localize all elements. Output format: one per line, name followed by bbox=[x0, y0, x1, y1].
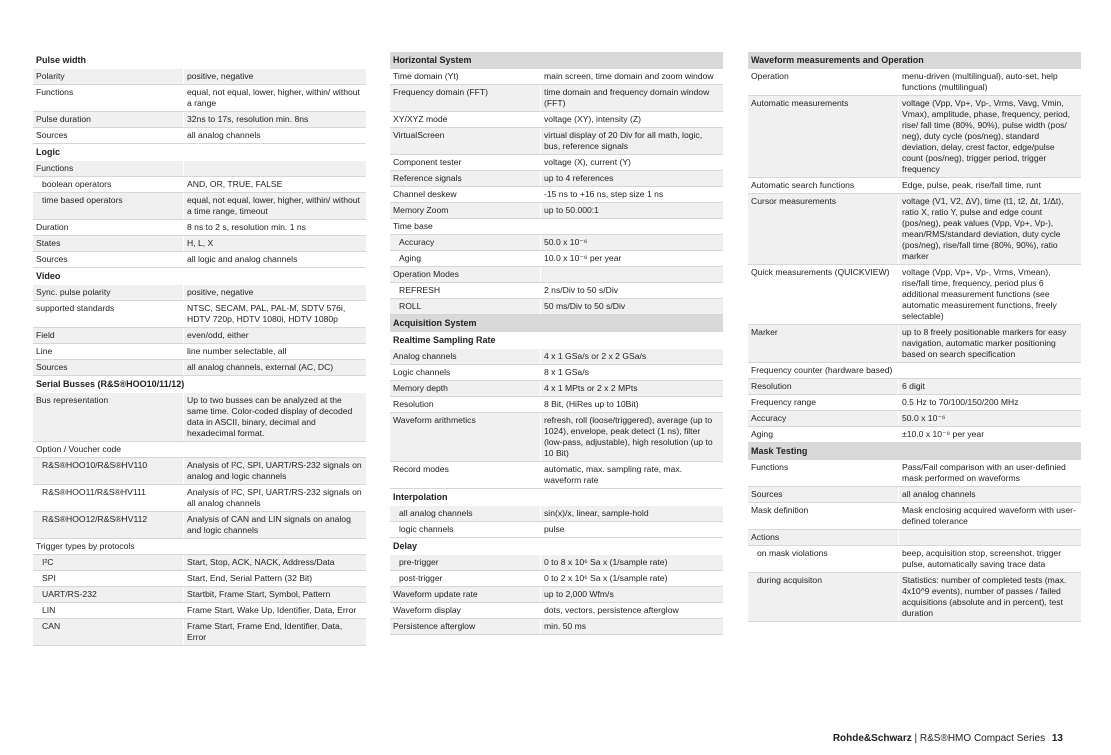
spec-row bbox=[748, 69, 1081, 96]
spec-row bbox=[390, 171, 723, 187]
spec-value: voltage (XY), intensity (Z) bbox=[544, 114, 641, 124]
spec-value: refresh, roll (loose/triggered), average (up to 1024), envelope, peak detect (1 ns), filter (low-pass, adjustable), high resolution (up to 10 Bit) bbox=[544, 415, 713, 458]
spec-label: Waveform display bbox=[390, 603, 541, 618]
spec-value: 8 x 1 GSa/s bbox=[544, 367, 589, 377]
spec-value: -15 ns to +16 ns, step size 1 ns bbox=[544, 189, 664, 199]
spec-value: Start, Stop, ACK, NACK, Address/Data bbox=[187, 557, 335, 567]
spec-row bbox=[390, 267, 723, 283]
spec-label: UART/RS-232 bbox=[33, 587, 184, 602]
spec-value: min. 50 ms bbox=[544, 621, 587, 631]
spec-label: VirtualScreen bbox=[390, 128, 541, 154]
spec-label: all analog channels bbox=[390, 506, 541, 521]
spec-value: voltage (Vpp, Vp+, Vp-, Vrms, Vmean), rise/fall time, frequency, period plus 6 additional measurement functions (see automatic measurement functions, freely selectable) bbox=[902, 267, 1057, 321]
spec-value bbox=[899, 530, 1081, 545]
spec-label: Automatic search functions bbox=[748, 178, 899, 193]
spec-label: XY/XYZ mode bbox=[390, 112, 541, 127]
spec-row bbox=[390, 413, 723, 462]
section-heading: Mask Testing bbox=[748, 443, 1081, 460]
spec-value: Statistics: number of completed tests (max. 4x10^9 events), number of passes / failed acquisitions (absolute and in percent), test duration bbox=[902, 575, 1067, 618]
spec-row bbox=[33, 112, 366, 128]
spec-row bbox=[33, 555, 366, 571]
spec-label: Frequency domain (FFT) bbox=[390, 85, 541, 111]
spec-row bbox=[748, 325, 1081, 363]
spec-label: Waveform update rate bbox=[390, 587, 541, 602]
spec-label: Sources bbox=[748, 487, 899, 502]
spec-label: Operation Modes bbox=[390, 267, 541, 282]
spec-row bbox=[748, 546, 1081, 573]
spec-value: positive, negative bbox=[187, 71, 254, 81]
spec-value: 0.5 Hz to 70/100/150/200 MHz bbox=[902, 397, 1019, 407]
spec-row bbox=[390, 365, 723, 381]
spec-label: Accuracy bbox=[390, 235, 541, 250]
spec-value: ±10.0 x 10⁻⁶ per year bbox=[902, 429, 985, 439]
spec-row bbox=[33, 193, 366, 220]
spec-value: automatic, max. sampling rate, max. waveform rate bbox=[544, 464, 683, 485]
spec-row bbox=[390, 299, 723, 315]
spec-label: Component tester bbox=[390, 155, 541, 170]
spec-value bbox=[184, 161, 366, 176]
spec-row bbox=[33, 458, 366, 485]
spec-value: 4 x 1 MPts or 2 x 2 MPts bbox=[544, 383, 638, 393]
spec-label: Trigger types by protocols bbox=[33, 539, 184, 554]
spec-row bbox=[33, 85, 366, 112]
spec-value: 8 Bit, (HiRes up to 10Bit) bbox=[544, 399, 639, 409]
spec-value: 0 to 8 x 10⁶ Sa x (1/sample rate) bbox=[544, 557, 668, 567]
spec-value: Frame Start, Wake Up, Identifier, Data, Error bbox=[187, 605, 357, 615]
spec-value: all analog channels bbox=[187, 130, 261, 140]
spec-row bbox=[748, 411, 1081, 427]
spec-label: pre-trigger bbox=[390, 555, 541, 570]
spec-row bbox=[33, 301, 366, 328]
spec-value: equal, not equal, lower, higher, within/ without a time range, timeout bbox=[187, 195, 360, 216]
spec-label: time based operators bbox=[33, 193, 184, 219]
section-heading: Waveform measurements and Operation bbox=[748, 52, 1081, 69]
spec-label: Polarity bbox=[33, 69, 184, 84]
spec-row bbox=[33, 220, 366, 236]
spec-value: Edge, pulse, peak, rise/fall time, runt bbox=[902, 180, 1042, 190]
spec-value: all logic and analog channels bbox=[187, 254, 298, 264]
spec-row bbox=[390, 203, 723, 219]
spec-value: NTSC, SECAM, PAL, PAL-M, SDTV 576i, HDTV 720p, HDTV 1080i, HDTV 1080p bbox=[187, 303, 346, 324]
spec-label: REFRESH bbox=[390, 283, 541, 298]
spec-row bbox=[33, 344, 366, 360]
section-heading: Video bbox=[36, 271, 61, 281]
spec-row bbox=[33, 328, 366, 344]
spec-value: main screen, time domain and zoom window bbox=[544, 71, 714, 81]
spec-label: SPI bbox=[33, 571, 184, 586]
spec-value: 50 ms/Div to 50 s/Div bbox=[544, 301, 626, 311]
spec-value: 32ns to 17s, resolution min. 8ns bbox=[187, 114, 309, 124]
spec-label: States bbox=[33, 236, 184, 251]
spec-label: Functions bbox=[748, 460, 899, 486]
spec-row bbox=[33, 512, 366, 539]
spec-value: up to 4 references bbox=[544, 173, 614, 183]
spec-label: Line bbox=[33, 344, 184, 359]
page-footer bbox=[833, 733, 1063, 744]
section-heading: Serial Busses (R&S®HOO10/11/12) bbox=[36, 379, 185, 389]
section-heading: Horizontal System bbox=[390, 52, 723, 69]
spec-value: AND, OR, TRUE, FALSE bbox=[187, 179, 283, 189]
spec-label: Persistence afterglow bbox=[390, 619, 541, 634]
spec-label: R&S®HOO11/R&S®HV111 bbox=[33, 485, 184, 511]
spec-row bbox=[748, 178, 1081, 194]
spec-label: Option / Voucher code bbox=[33, 442, 184, 457]
spec-label: Sources bbox=[33, 252, 184, 267]
spec-value: 0 to 2 x 10⁶ Sa x (1/sample rate) bbox=[544, 573, 668, 583]
spec-label: on mask violations bbox=[748, 546, 899, 572]
spec-row bbox=[390, 235, 723, 251]
spec-label: Waveform arithmetics bbox=[390, 413, 541, 461]
spec-value: Analysis of CAN and LIN signals on analog and logic channels bbox=[187, 514, 351, 535]
spec-row bbox=[390, 128, 723, 155]
footer-separator: | bbox=[914, 733, 920, 744]
spec-value: voltage (Vpp, Vp+, Vp-, Vrms, Vavg, Vmin, Vmax), amplitude, phase, frequency, period, rise/ fall time (80%, 90%), pulse width (pos/ neg), duty cycle (pos/neg), standard deviation, delay, crest factor, edge/pulse count (pos/neg), trigger period, trigger frequency bbox=[902, 98, 1070, 174]
brand-name: Rohde&Schwarz bbox=[832, 733, 912, 744]
spec-label: Operation bbox=[748, 69, 899, 95]
spec-value: 50.0 x 10⁻⁶ bbox=[902, 413, 946, 423]
spec-label: R&S®HOO12/R&S®HV112 bbox=[33, 512, 184, 538]
spec-row bbox=[390, 155, 723, 171]
spec-value: H, L, X bbox=[187, 238, 214, 248]
spec-label: logic channels bbox=[390, 522, 541, 537]
spec-label: CAN bbox=[33, 619, 184, 645]
spec-value: 6 digit bbox=[902, 381, 925, 391]
spec-label: LIN bbox=[33, 603, 184, 618]
spec-value: all analog channels, external (AC, DC) bbox=[187, 362, 334, 372]
spec-row bbox=[748, 427, 1081, 443]
spec-value: Mask enclosing acquired waveform with user-defined tolerance bbox=[902, 505, 1076, 526]
spec-value: sin(x)/x, linear, sample-hold bbox=[544, 508, 649, 518]
spec-row bbox=[390, 251, 723, 267]
spec-row bbox=[33, 571, 366, 587]
spec-label: Resolution bbox=[748, 379, 899, 394]
spec-row bbox=[390, 397, 723, 413]
spec-label: Sources bbox=[33, 128, 184, 143]
spec-value: voltage (X), current (Y) bbox=[544, 157, 631, 167]
spec-value: Up to two busses can be analyzed at the same time. Color-coded display of decoded data in ASCII, binary, decimal and hexadecimal format. bbox=[187, 395, 353, 438]
spec-value: virtual display of 20 Div for all math, logic, bus, reference signals bbox=[544, 130, 703, 151]
spec-value: time domain and frequency domain window (FFT) bbox=[544, 87, 710, 108]
spec-label: Automatic measurements bbox=[748, 96, 899, 177]
spec-value: 4 x 1 GSa/s or 2 x 2 GSa/s bbox=[544, 351, 647, 361]
spec-label: I²C bbox=[33, 555, 184, 570]
spec-row bbox=[33, 393, 366, 442]
spec-value: equal, not equal, lower, higher, within/ without a range bbox=[187, 87, 360, 108]
spec-label: Functions bbox=[33, 161, 184, 176]
spec-row bbox=[390, 112, 723, 128]
spec-row bbox=[748, 265, 1081, 325]
spec-row bbox=[33, 285, 366, 301]
spec-label: Marker bbox=[748, 325, 899, 362]
spec-column-3 bbox=[748, 52, 1081, 622]
spec-label: Sync. pulse polarity bbox=[33, 285, 184, 300]
spec-row bbox=[33, 539, 366, 555]
spec-row bbox=[748, 503, 1081, 530]
spec-row bbox=[33, 603, 366, 619]
spec-row bbox=[33, 69, 366, 85]
spec-value: positive, negative bbox=[187, 287, 254, 297]
spec-row bbox=[748, 363, 1081, 379]
spec-column-1 bbox=[33, 52, 366, 646]
spec-row bbox=[748, 96, 1081, 178]
spec-value: Frame Start, Frame End, Identifier, Data, Error bbox=[187, 621, 343, 642]
spec-row bbox=[33, 619, 366, 646]
spec-value: 50.0 x 10⁻⁶ bbox=[544, 237, 588, 247]
section-heading: Logic bbox=[36, 147, 60, 157]
spec-value: Analysis of I²C, SPI, UART/RS-232 signals on analog and logic channels bbox=[187, 460, 362, 481]
spec-value: 8 ns to 2 s, resolution min. 1 ns bbox=[187, 222, 306, 232]
spec-label: Duration bbox=[33, 220, 184, 235]
spec-value: pulse bbox=[544, 524, 565, 534]
spec-row bbox=[748, 573, 1081, 622]
spec-value: Pass/Fail comparison with an user-definied mask performed on waveforms bbox=[902, 462, 1066, 483]
spec-row bbox=[390, 219, 723, 235]
spec-label: Accuracy bbox=[748, 411, 899, 426]
spec-row bbox=[748, 194, 1081, 265]
spec-row bbox=[33, 360, 366, 376]
spec-label: boolean operators bbox=[33, 177, 184, 192]
spec-label: Aging bbox=[748, 427, 899, 442]
spec-row bbox=[390, 619, 723, 635]
spec-label: Sources bbox=[33, 360, 184, 375]
spec-label: supported standards bbox=[33, 301, 184, 327]
spec-value: 10.0 x 10⁻⁶ per year bbox=[544, 253, 622, 263]
spec-label: Cursor measurements bbox=[748, 194, 899, 264]
spec-row bbox=[748, 487, 1081, 503]
spec-value bbox=[541, 267, 723, 282]
section-heading: Pulse width bbox=[36, 55, 87, 65]
spec-label: ROLL bbox=[390, 299, 541, 314]
spec-row bbox=[390, 571, 723, 587]
spec-value: up to 50.000:1 bbox=[544, 205, 599, 215]
spec-label: Time domain (Yt) bbox=[390, 69, 541, 84]
spec-value: line number selectable, all bbox=[187, 346, 287, 356]
spec-label: Quick measurements (QUICKVIEW) bbox=[748, 265, 899, 324]
spec-label: post-trigger bbox=[390, 571, 541, 586]
spec-label: Actions bbox=[748, 530, 899, 545]
spec-label: Field bbox=[33, 328, 184, 343]
spec-label: Frequency range bbox=[748, 395, 899, 410]
spec-row bbox=[390, 522, 723, 538]
spec-row bbox=[33, 236, 366, 252]
spec-value: Start, End, Serial Pattern (32 Bit) bbox=[187, 573, 313, 583]
spec-value: Startbit, Frame Start, Symbol, Pattern bbox=[187, 589, 331, 599]
spec-row bbox=[390, 603, 723, 619]
spec-value: up to 2,000 Wfm/s bbox=[544, 589, 614, 599]
spec-row bbox=[33, 587, 366, 603]
spec-row bbox=[390, 506, 723, 522]
spec-row bbox=[33, 442, 366, 458]
spec-label: Pulse duration bbox=[33, 112, 184, 127]
spec-value bbox=[184, 539, 366, 554]
spec-row bbox=[33, 161, 366, 177]
page-number: 13 bbox=[1051, 733, 1063, 744]
spec-row bbox=[390, 462, 723, 489]
spec-label: Mask definition bbox=[748, 503, 899, 529]
spec-label: Memory Zoom bbox=[390, 203, 541, 218]
spec-value: voltage (V1, V2, ΔV), time (t1, t2, Δt, 1/Δt), ratio X, ratio Y, pulse and edge count (pos/neg), peak values (Vpp, Vp+, Vp-), mean/RMS/standard deviation, duty cycle (pos/neg), rise/fall time (80%, 90%), ratio marker bbox=[902, 196, 1064, 261]
spec-value bbox=[541, 219, 723, 234]
spec-row bbox=[33, 485, 366, 512]
series-name: R&S®HMO Compact Series bbox=[919, 733, 1046, 744]
spec-row bbox=[33, 252, 366, 268]
spec-value: Analysis of I²C, SPI, UART/RS-232 signals on all analog channels bbox=[187, 487, 362, 508]
spec-label: Memory depth bbox=[390, 381, 541, 396]
spec-row bbox=[390, 85, 723, 112]
spec-label: Frequency counter (hardware based) bbox=[748, 363, 1081, 378]
section-heading: Realtime Sampling Rate bbox=[393, 335, 496, 345]
spec-value: beep, acquisition stop, screenshot, trigger pulse, automatically saving trace data bbox=[902, 548, 1062, 569]
spec-label: Record modes bbox=[390, 462, 541, 488]
spec-row bbox=[390, 187, 723, 203]
spec-value: up to 8 freely positionable markers for easy navigation, automatic marker positioning based on search specification bbox=[902, 327, 1067, 359]
spec-row bbox=[748, 460, 1081, 487]
spec-value: 2 ns/Div to 50 s/Div bbox=[544, 285, 619, 295]
spec-value bbox=[184, 442, 366, 457]
section-heading: Delay bbox=[393, 541, 418, 551]
spec-row bbox=[748, 395, 1081, 411]
spec-row bbox=[33, 128, 366, 144]
spec-row bbox=[390, 69, 723, 85]
spec-label: Resolution bbox=[390, 397, 541, 412]
section-heading: Acquisition System bbox=[390, 315, 723, 332]
spec-label: during acquisiton bbox=[748, 573, 899, 621]
spec-row bbox=[390, 283, 723, 299]
spec-row bbox=[33, 177, 366, 193]
spec-column-2 bbox=[390, 52, 723, 635]
spec-row bbox=[390, 555, 723, 571]
spec-label: R&S®HOO10/R&S®HV110 bbox=[33, 458, 184, 484]
spec-label: Time base bbox=[390, 219, 541, 234]
spec-value: dots, vectors, persistence afterglow bbox=[544, 605, 679, 615]
spec-label: Aging bbox=[390, 251, 541, 266]
spec-label: Reference signals bbox=[390, 171, 541, 186]
spec-row bbox=[748, 379, 1081, 395]
spec-row bbox=[390, 587, 723, 603]
spec-row bbox=[390, 349, 723, 365]
spec-label: Channel deskew bbox=[390, 187, 541, 202]
spec-value: all analog channels bbox=[902, 489, 976, 499]
section-heading: Interpolation bbox=[393, 492, 448, 502]
spec-row bbox=[390, 381, 723, 397]
spec-label: Bus representation bbox=[33, 393, 184, 441]
spec-row bbox=[748, 530, 1081, 546]
spec-label: Analog channels bbox=[390, 349, 541, 364]
spec-value: even/odd, either bbox=[187, 330, 249, 340]
spec-label: Logic channels bbox=[390, 365, 541, 380]
spec-value: menu-driven (multilingual), auto-set, help functions (multilingual) bbox=[902, 71, 1058, 92]
spec-label: Functions bbox=[33, 85, 184, 111]
